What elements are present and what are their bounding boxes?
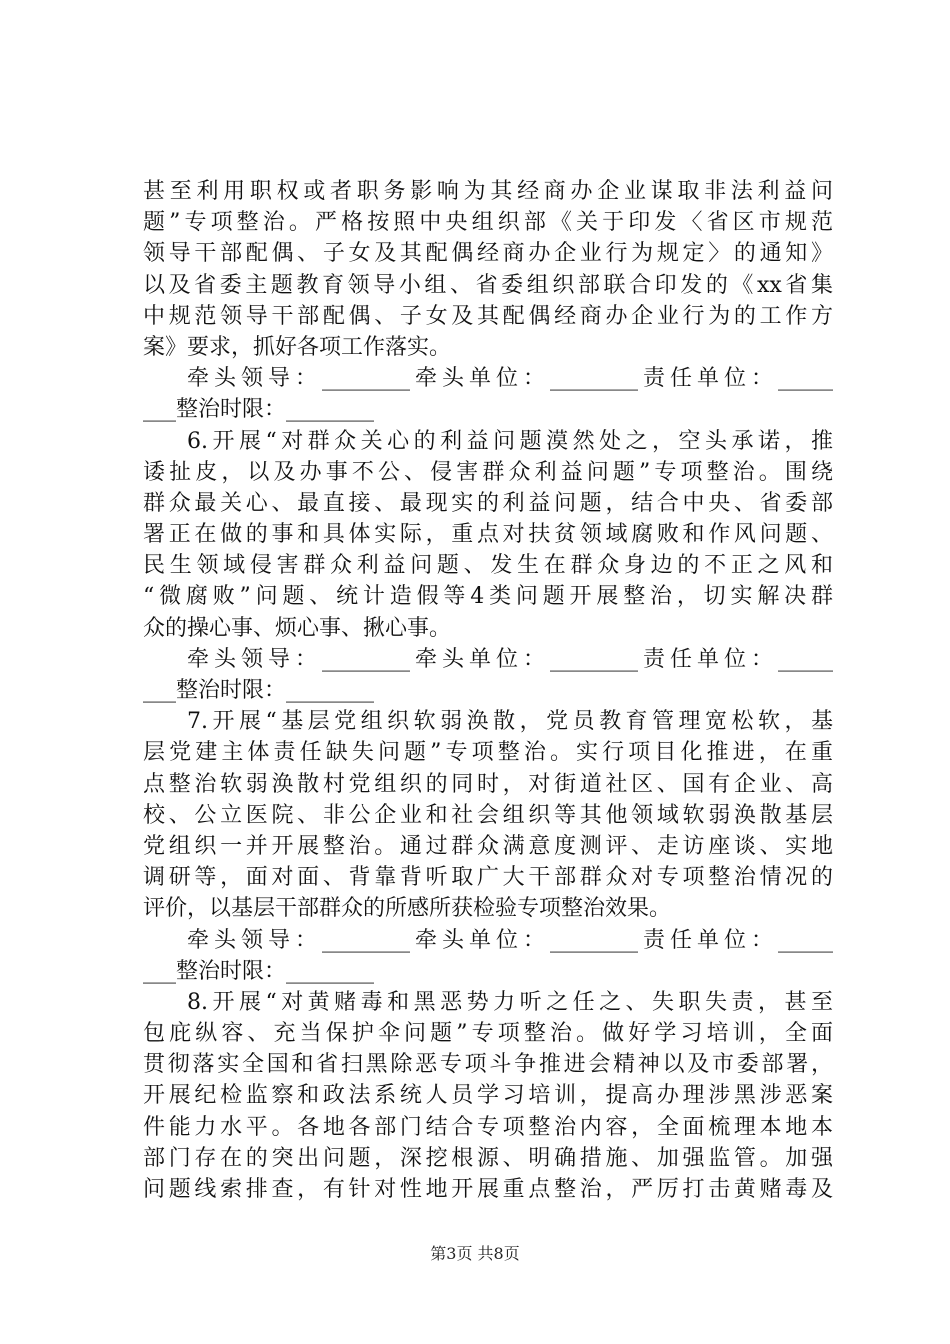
body-line: “微腐败”问题、统计造假等4类问题开展整治，切实解决群 [143, 584, 833, 610]
body-line: 开展纪检监察和政法系统人员学习培训，提高办理涉黑涉恶案 [143, 1083, 833, 1109]
body-line: 校、公立医院、非公企业和社会组织等其他领域软弱涣散基层 [143, 802, 833, 828]
body-line: 层党建主体责任缺失问题”专项整治。实行项目化推进，在重 [143, 740, 833, 766]
body-line: 中规范领导干部配偶、子女及其配偶经商办企业行为的工作方 [143, 303, 833, 329]
body-line: 领导干部配偶、子女及其配偶经商办企业行为规定〉的通知》 [143, 241, 833, 267]
body-line: 调研等，面对面、背靠背听取广大干部群众对专项整治情况的 [143, 865, 833, 891]
body-line: 党组织一并开展整治。通过群众满意度测评、走访座谈、实地 [143, 833, 833, 859]
body-line: 部门存在的突出问题，深挖根源、明确措施、加强监管。加强 [143, 1145, 833, 1171]
section-heading-7: 7.开展“基层党组织软弱涣散，党员教育管理宽松软，基 [187, 709, 833, 735]
body-line: 点整治软弱涣散村党组织的同时，对街道社区、国有企业、高 [143, 771, 833, 797]
page-number: 第3页 共8页 [430, 1244, 520, 1263]
section-heading-8: 8.开展“对黄赌毒和黑恶势力听之任之、失职失责，甚至 [187, 989, 833, 1015]
body-line: 署正在做的事和具体实际，重点对扶贫领域腐败和作风问题、 [143, 522, 833, 548]
section-heading-6: 6.开展“对群众关心的利益问题漠然处之，空头承诺，推 [187, 428, 833, 454]
deadline-line: ___整治时限：________ [143, 678, 375, 703]
body-line: 件能力水平。各地各部门结合专项整治内容，全面梳理本地本 [143, 1114, 833, 1140]
body-line: 题”专项整治。严格按照中央组织部《关于印发〈省区市规范 [143, 210, 833, 236]
responsibility-line: 牵头领导：________牵头单位：________责任单位：_____ [187, 646, 833, 672]
body-line: 以及省委主题教育领导小组、省委组织部联合印发的《xx省集 [143, 272, 833, 298]
responsibility-line: 牵头领导：________牵头单位：________责任单位：_____ [187, 366, 833, 392]
deadline-line: ___整治时限：________ [143, 958, 375, 984]
body-line: 诿扯皮，以及办事不公、侵害群众利益问题”专项整治。围绕 [143, 459, 833, 485]
body-line: 民生领域侵害群众利益问题、发生在群众身边的不正之风和 [143, 553, 833, 579]
body-line: 评价，以基层干部群众的所感所获检验专项整治效果。 [143, 896, 672, 922]
document-body [143, 176, 833, 1205]
page-footer [0, 1244, 950, 1264]
body-line: 案》要求，抓好各项工作落实。 [143, 334, 452, 360]
body-line: 群众最关心、最直接、最现实的利益问题，结合中央、省委部 [143, 490, 833, 516]
body-line: 包庇纵容、充当保护伞问题”专项整治。做好学习培训，全面 [143, 1021, 833, 1047]
body-line: 问题线索排查，有针对性地开展重点整治，严厉打击黄赌毒及 [143, 1177, 833, 1202]
body-line: 贯彻落实全国和省扫黑除恶专项斗争推进会精神以及市委部署， [143, 1052, 833, 1078]
responsibility-line: 牵头领导：________牵头单位：________责任单位：_____ [187, 927, 833, 953]
deadline-line: ___整治时限：________ [143, 397, 375, 423]
body-line: 甚至利用职权或者职务影响为其经商办企业谋取非法利益问 [143, 179, 833, 204]
body-line: 众的操心事、烦心事、揪心事。 [143, 615, 452, 641]
